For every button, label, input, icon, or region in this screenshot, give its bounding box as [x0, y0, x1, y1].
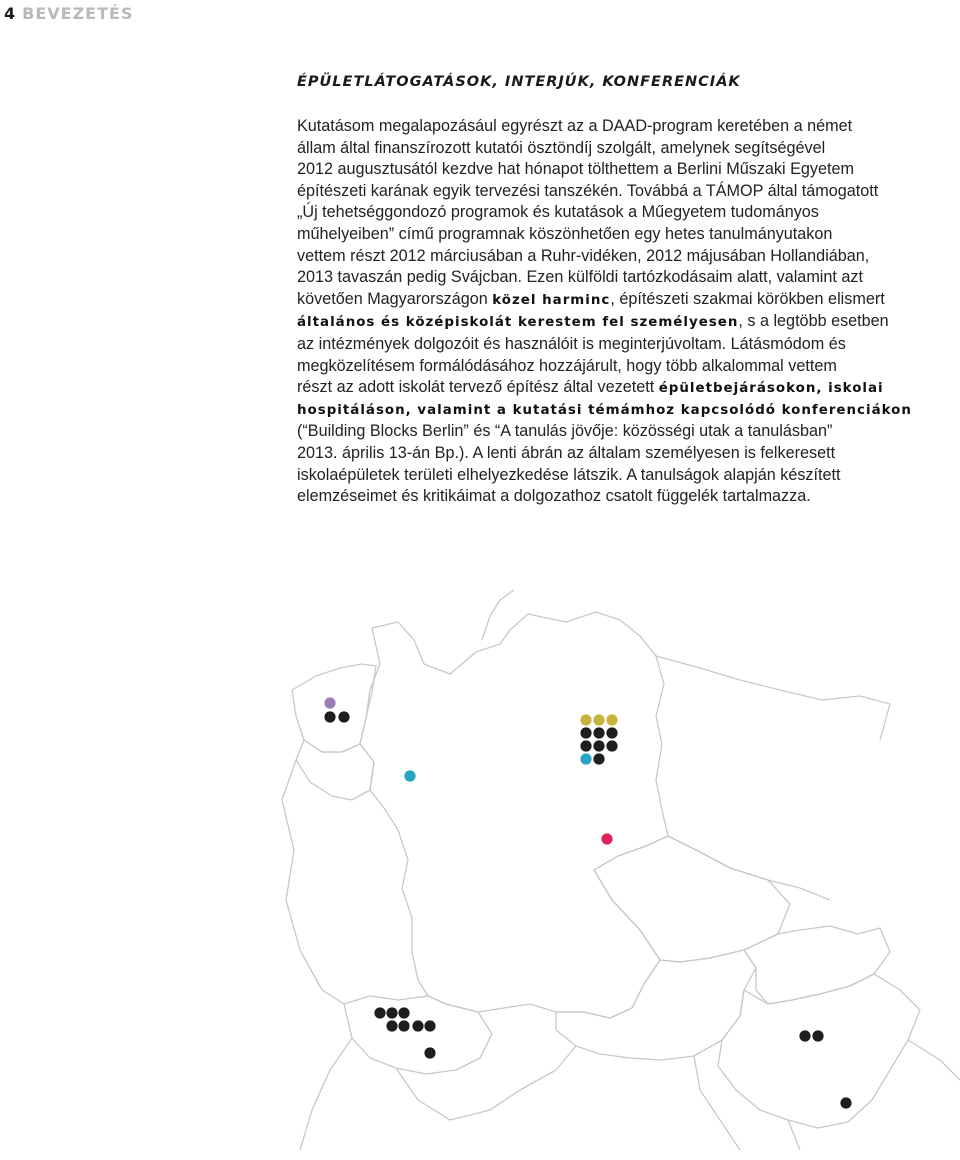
emphasis-text: általános és középiskolát kerestem fel személyesen	[297, 315, 739, 331]
berlin-dot	[606, 727, 617, 738]
budapest-dot	[799, 1030, 810, 1041]
budapest-dot	[812, 1030, 823, 1041]
czechia-border	[594, 836, 790, 962]
berlin-olive-dot	[593, 714, 604, 725]
balkan-border	[694, 1040, 960, 1150]
berlin-dot	[593, 740, 604, 751]
switzerland-dot	[424, 1047, 435, 1058]
switzerland-dot	[386, 1020, 397, 1031]
emphasis-line: hospitáláson, valamint a kutatási témámhoz kapcsolódó konferenciákon	[297, 402, 912, 418]
dresden-magenta-dot	[601, 833, 612, 844]
berlin-cyan-dot	[580, 753, 591, 764]
text-line: 2013 tavaszán pedig Svájcban. Ezen külföldi tartózkodásaim alatt, valamint azt	[297, 268, 863, 287]
text-line: megközelítésem formálódásához hozzájárult, hogy több alkalommal vettem	[297, 356, 837, 375]
page-number: 4	[4, 4, 17, 23]
text-line: Kutatásom megalapozásául egyrészt az a DAAD-program keretében a német	[297, 117, 853, 135]
text-segment: , s a legtöbb esetben	[738, 312, 889, 331]
ruhr-cyan-dot	[404, 770, 415, 781]
berlin-olive-dot	[580, 714, 591, 725]
text-line: állam által finanszírozott kutatói ösztöndíj szolgált, amelynek segítségével	[297, 138, 826, 157]
berlin-dot	[580, 740, 591, 751]
emphasis-text: közel harminc	[492, 292, 611, 308]
text-line: építészeti karának egyik tervezési tanszékén. Továbbá a TÁMOP által támogatott	[297, 181, 879, 200]
italy-border	[396, 1046, 576, 1120]
austria-border	[556, 950, 756, 1060]
netherlands-dot	[338, 711, 349, 722]
switzerland-dot	[398, 1020, 409, 1031]
emphasis-text: épületbejárásokon, iskolai	[658, 381, 884, 397]
text-segment: , építészeti szakmai körökben elismert	[610, 289, 885, 308]
text-line: 2012 augusztusától kezdve hat hónapot tölthettem a Berlini Műszaki Egyetem	[297, 160, 854, 179]
belgium-border	[296, 740, 374, 800]
switzerland-border	[344, 996, 492, 1074]
switzerland-dot	[398, 1007, 409, 1018]
text-line: (“Building Blocks Berlin” és “A tanulás jövője: közösségi utak a tanulásban”	[297, 422, 833, 441]
text-line: az intézmények dolgozóit és használóit is meginterjúvoltam. Látásmódom és	[297, 334, 846, 353]
denmark-border	[482, 590, 514, 640]
slovakia-border	[744, 926, 890, 1004]
netherlands-purple-dot	[324, 697, 335, 708]
switzerland-dot	[374, 1007, 385, 1018]
text-line: „Új tehetséggondozó programok és kutatások a Műegyetem tudományos	[297, 203, 819, 222]
germany-border	[360, 612, 668, 1018]
berlin-dot	[606, 740, 617, 751]
text-line: iskolaépületek területi elhelyezkedése látszik. A tanulságok alapján készített	[297, 465, 841, 484]
berlin-dot	[593, 727, 604, 738]
text-line: elemzéseimet és kritikáimat a dolgozathoz csatolt függelék tartalmazza.	[297, 487, 811, 506]
france-border	[282, 760, 352, 1150]
text-line: 2013. április 13-án Bp.). A lenti ábrán az általam személyesen is felkeresett	[297, 443, 836, 462]
text-line: vettem részt 2012 márciusában a Ruhr-vidéken, 2012 májusában Hollandiában,	[297, 246, 870, 265]
berlin-dot	[580, 727, 591, 738]
netherlands-border	[292, 664, 376, 752]
text-line: műhelyeiben” című programnak köszönhetően egy hetes tanulmányutakon	[297, 224, 833, 243]
switzerland-dot	[424, 1020, 435, 1031]
berlin-dot	[593, 753, 604, 764]
switzerland-dot	[412, 1020, 423, 1031]
chapter-title: BEVEZETÉS	[22, 4, 134, 23]
section-title: ÉPÜLETLÁTOGATÁSOK, INTERJÚK, KONFERENCIÁK	[297, 74, 741, 90]
text-segment: követően Magyarországon	[297, 289, 493, 308]
text-segment: részt az adott iskolát tervező építész által vezetett	[297, 378, 659, 397]
szeged-dot	[840, 1097, 851, 1108]
switzerland-dot	[386, 1007, 397, 1018]
hungary-border	[718, 974, 920, 1128]
berlin-olive-dot	[606, 714, 617, 725]
netherlands-dot	[324, 711, 335, 722]
poland-border	[656, 656, 890, 900]
